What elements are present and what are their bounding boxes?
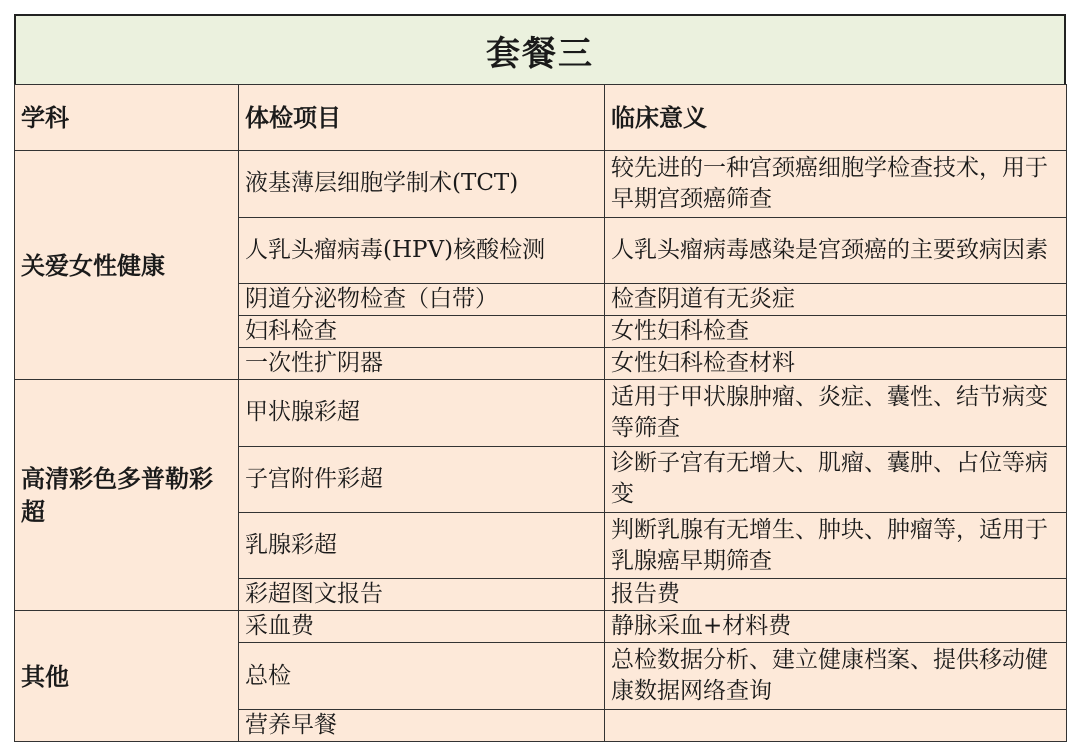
category-cell: 高清彩色多普勒彩超 (15, 380, 239, 611)
meaning-cell: 静脉采血+材料费 (605, 611, 1067, 643)
item-cell: 乳腺彩超 (239, 512, 605, 578)
header-subject: 学科 (15, 85, 239, 151)
meaning-cell: 判断乳腺有无增生、肿块、肿瘤等，适用于乳腺癌早期筛查 (605, 512, 1067, 578)
meaning-cell: 诊断子宫有无增大、肌瘤、囊肿、占位等病变 (605, 446, 1067, 512)
meaning-cell: 适用于甲状腺肿瘤、炎症、囊性、结节病变等筛查 (605, 380, 1067, 446)
header-meaning: 临床意义 (605, 85, 1067, 151)
item-cell: 彩超图文报告 (239, 579, 605, 611)
package-title: 套餐三 (14, 14, 1066, 86)
item-cell: 采血费 (239, 611, 605, 643)
meaning-cell: 较先进的一种宫颈癌细胞学检查技术，用于早期宫颈癌筛查 (605, 151, 1067, 217)
category-cell: 关爱女性健康 (15, 151, 239, 380)
meaning-cell: 女性妇科检查 (605, 316, 1067, 348)
item-cell: 妇科检查 (239, 316, 605, 348)
item-cell: 子宫附件彩超 (239, 446, 605, 512)
table-row (15, 151, 1067, 217)
item-cell: 液基薄层细胞学制术(TCT) (239, 151, 605, 217)
package-sheet (14, 14, 1066, 742)
meaning-cell: 检查阴道有无炎症 (605, 283, 1067, 315)
item-cell: 人乳头瘤病毒(HPV)核酸检测 (239, 217, 605, 283)
table-row (15, 380, 1067, 446)
exam-table (14, 84, 1067, 742)
item-cell: 一次性扩阴器 (239, 348, 605, 380)
category-cell: 其他 (15, 611, 239, 742)
table-row (15, 611, 1067, 643)
header-row (15, 85, 1067, 151)
meaning-cell: 人乳头瘤病毒感染是宫颈癌的主要致病因素 (605, 217, 1067, 283)
item-cell: 总检 (239, 643, 605, 709)
meaning-cell: 报告费 (605, 579, 1067, 611)
item-cell: 甲状腺彩超 (239, 380, 605, 446)
meaning-cell: 总检数据分析、建立健康档案、提供移动健康数据网络查询 (605, 643, 1067, 709)
meaning-cell (605, 709, 1067, 741)
header-item: 体检项目 (239, 85, 605, 151)
item-cell: 阴道分泌物检查（白带） (239, 283, 605, 315)
item-cell: 营养早餐 (239, 709, 605, 741)
meaning-cell: 女性妇科检查材料 (605, 348, 1067, 380)
